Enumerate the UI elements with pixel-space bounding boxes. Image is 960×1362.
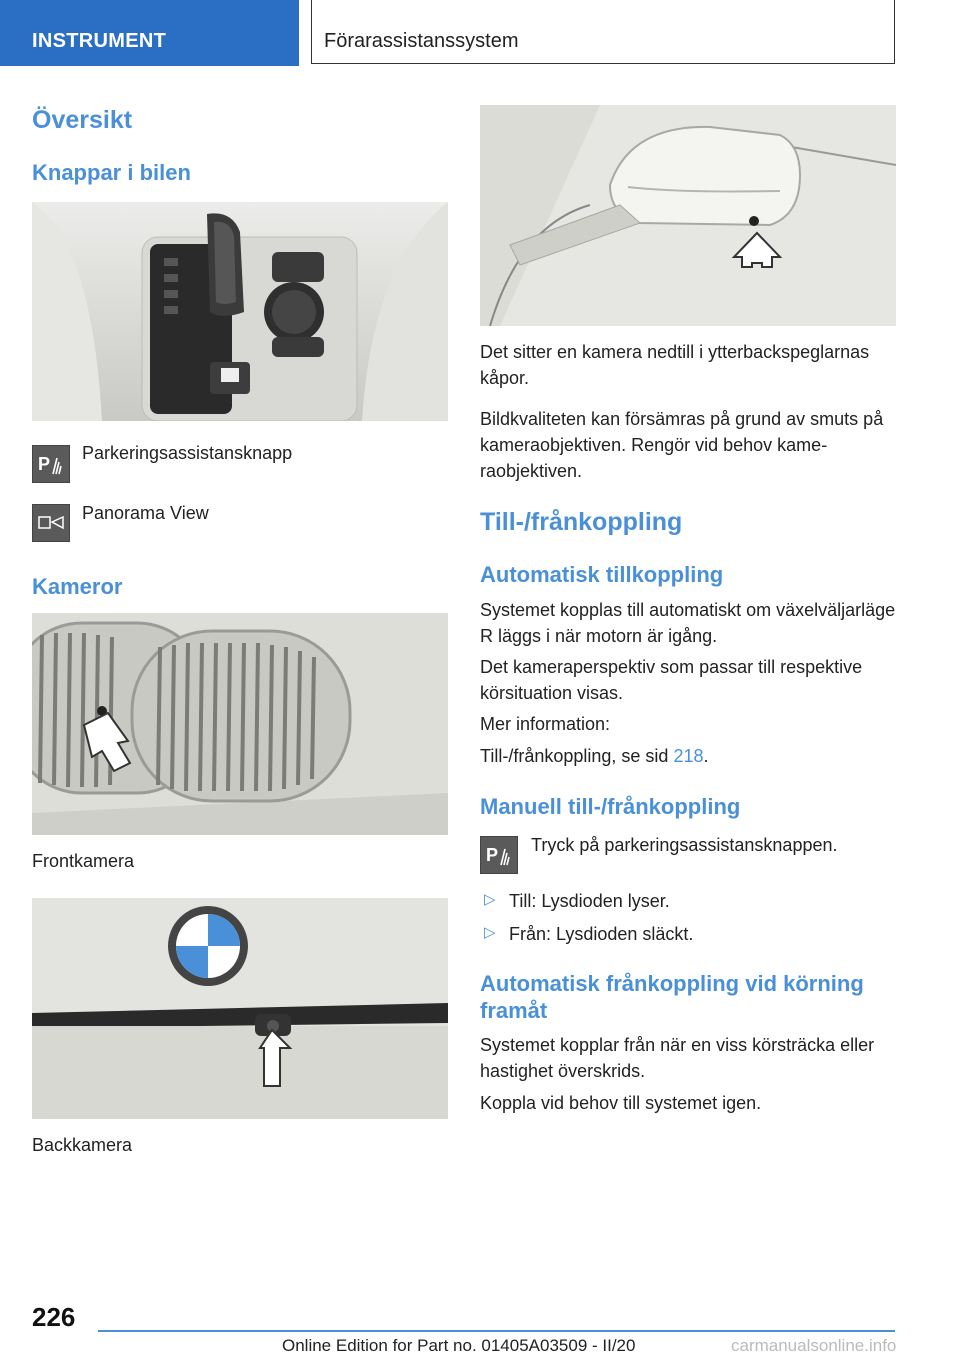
buttons-heading: Knappar i bilen <box>32 160 191 185</box>
auto-off-heading: Automatisk frånkoppling vid körning framåt <box>480 971 864 1023</box>
panorama-view-label: Panorama View <box>82 503 209 523</box>
triangle-bullet-icon: ▷ <box>484 891 496 908</box>
mirror-text-2: Bildkvaliteten kan försämras på grund av smuts på kameraobjektiven. Rengör vid behov kameraobjektiven. <box>480 409 884 481</box>
auto-off-text-2: Koppla vid behov till systemet igen. <box>480 1093 762 1113</box>
cross-reference <box>480 743 709 769</box>
cameras-heading: Kameror <box>32 574 123 599</box>
auto-on-text-2: Det kameraperspektiv som passar till respektive körsituation visas. <box>480 657 863 703</box>
auto-on-heading: Automatisk tillkoppling <box>480 562 724 587</box>
auto-off-text-1: Systemet kopplar från när en viss körsträcka eller hastighet överskrids. <box>480 1035 875 1081</box>
section-label: INSTRUMENT <box>32 30 167 52</box>
front-camera-caption: Frontkamera <box>32 851 135 871</box>
more-info-label: Mer information: <box>480 714 611 734</box>
reference-suffix: . <box>703 746 709 766</box>
svg-text:P: P <box>486 845 499 865</box>
edition-note: Online Edition for Part no. 01405A03509 - II/20 <box>282 1336 636 1355</box>
manual-instruction: Tryck på parkeringsassistansknappen. <box>531 835 838 855</box>
chapter-label: Förarassistanssystem <box>324 30 519 52</box>
page-number: 226 <box>32 1302 76 1332</box>
manual-heading: Manuell till-/frånkoppling <box>480 794 741 819</box>
panorama-view-icon <box>32 504 70 542</box>
rear-camera-image <box>32 898 448 1119</box>
parking-assist-icon <box>480 836 518 874</box>
center-console-image <box>32 202 448 421</box>
section-tab <box>0 0 299 66</box>
parking-assist-label: Parkeringsassistansknapp <box>82 443 293 463</box>
page-title: Översikt <box>32 106 133 134</box>
onoff-title: Till-/frånkoppling <box>480 508 683 536</box>
front-camera-image <box>32 613 448 835</box>
parking-assist-icon <box>32 445 70 483</box>
mirror-text-1: Det sitter en kamera nedtill i ytterbackspeglarnas kåpor. <box>480 342 870 388</box>
mirror-camera-image <box>480 105 896 326</box>
footer-divider <box>98 1330 895 1332</box>
watermark: carmanualsonline.info <box>731 1336 897 1355</box>
auto-on-text-1: Systemet kopplas till automatiskt om växelväljarläge R läggs i när motorn är igång. <box>480 600 896 646</box>
triangle-bullet-icon: ▷ <box>484 924 496 941</box>
reference-page-link[interactable]: 218 <box>673 746 704 766</box>
chapter-tab <box>311 0 895 64</box>
rear-camera-caption: Backkamera <box>32 1135 133 1155</box>
svg-text:P: P <box>38 454 51 474</box>
reference-text: Till-/frånkoppling, se sid <box>480 746 669 766</box>
